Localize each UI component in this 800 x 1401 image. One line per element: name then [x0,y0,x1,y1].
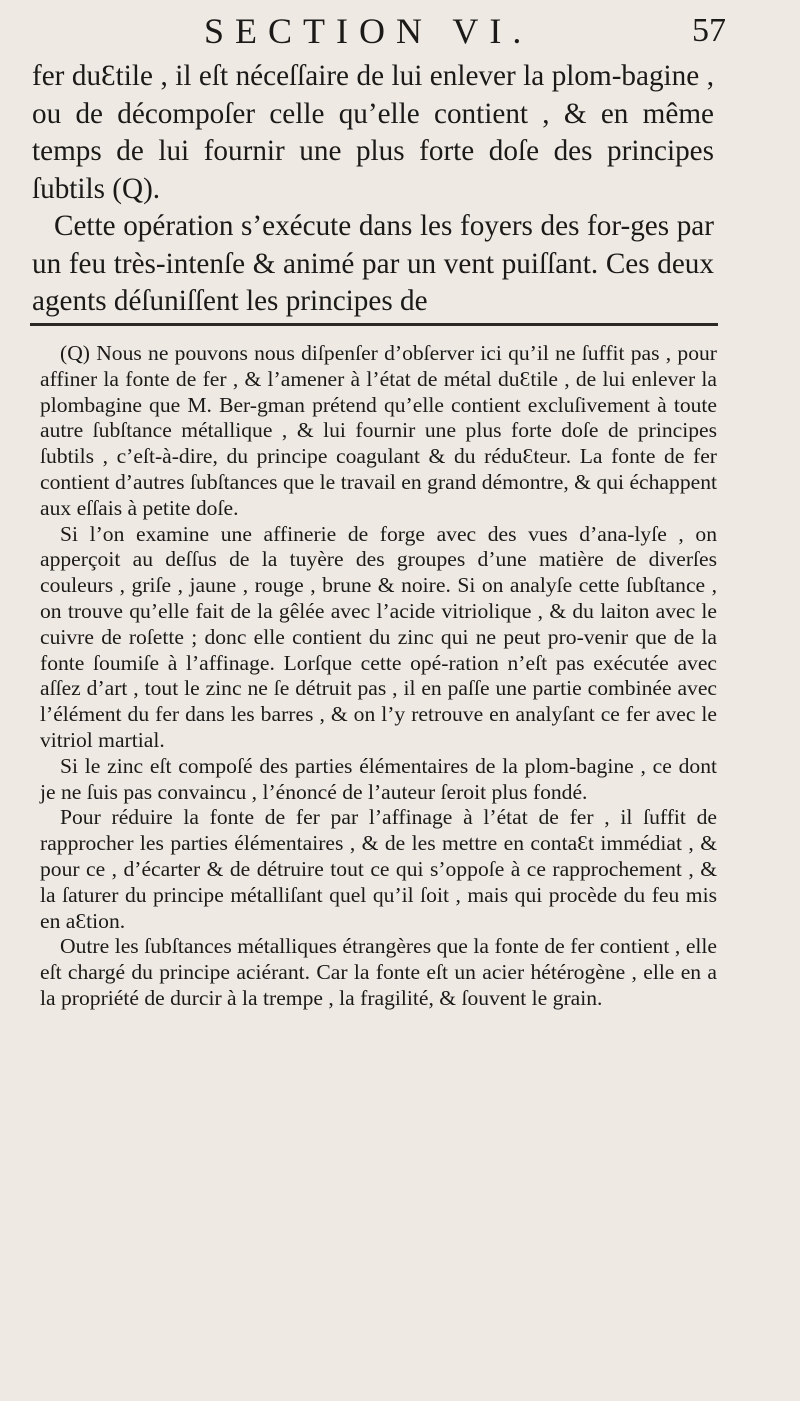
main-paragraph: fer duƐtile , il eſt néceſſaire de lui enlever la plom-bagine , ou de décompoſer celle qu’elle contient , & en même temps de lui fournir une plus forte doſe des principes ſubtils (Q). [32,60,714,205]
footnote-paragraph: Si le zinc eſt compoſé des parties élémentaires de la plom-bagine , ce dont je ne ſuis pas convaincu , l’énoncé de l’auteur ſeroit plus fondé. [40,753,717,804]
page-number: 57 [692,12,726,49]
main-paragraph: Cette opération s’exécute dans les foyers des for-ges par un feu très-intenſe & animé par un vent puiſſant. Ces deux agents déſuniſſent les principes de [32,210,714,317]
footnote-paragraph: Si l’on examine une affinerie de forge avec des vues d’ana-lyſe , on apperçoit au deſſus de la tuyère des groupes d’une matière de diverſes couleurs , griſe , jaune , rouge , brune & noire. Si on analyſe cette ſubſtance , on trouve qu’elle fait de la gêlée avec l’acide vitriolique , & du laiton avec le cuivre de roſette ; donc elle contient du zinc qui ne peut pro-venir que de la fonte ſoumiſe à l’affinage. Lorſque cette opé-ration n’eſt pas exécutée avec aſſez d’art , tout le zinc ne ſe détruit pas , il en paſſe une partie combinée avec l’élément du fer dans les barres , & on l’y retrouve en analyſant ce fer avec le vitriol martial. [40,521,717,752]
footnote [40,341,717,1012]
footnote-divider [30,323,718,326]
footnote-paragraph: Outre les ſubſtances métalliques étrangères que la fonte de fer contient , elle eſt chargé du principe aciérant. Car la fonte eſt un acier hétérogène , elle en a la propriété de durcir à la trempe , la fragilité, & ſouvent le grain. [40,934,717,1010]
footnote-paragraph: Pour réduire la fonte de fer par l’affinage à l’état de fer , il ſuffit de rapprocher les parties élémentaires , & de les mettre en contaƐt immédiat , & pour ce , d’écarter & de détruire tout ce qui s’oppoſe à ce rapprochement , & la ſaturer du principe métalliſant quel qu’il ſoit , mais qui procède du feu mis en aƐtion. [40,805,717,933]
main-text [32,58,714,321]
footnote-paragraph: (Q) Nous ne pouvons nous diſpenſer d’obſerver ici qu’il ne ſuffit pas , pour affiner la fonte de fer , & l’amener à l’état de métal duƐtile , de lui enlever la plombagine que M. Ber-gman prétend qu’elle contient excluſivement à toute autre ſubſtance métallique , & lui fournir une plus forte doſe de principes ſubtils , c’eſt-à-dire, du principe coagulant & du réduƐteur. La fonte de fer contient d’autres ſubſtances que le travail en grand démontre, & qui échappent aux eſſais à petite doſe. [40,341,717,520]
section-title: SECTION VI. [204,11,533,51]
running-head [0,6,800,56]
